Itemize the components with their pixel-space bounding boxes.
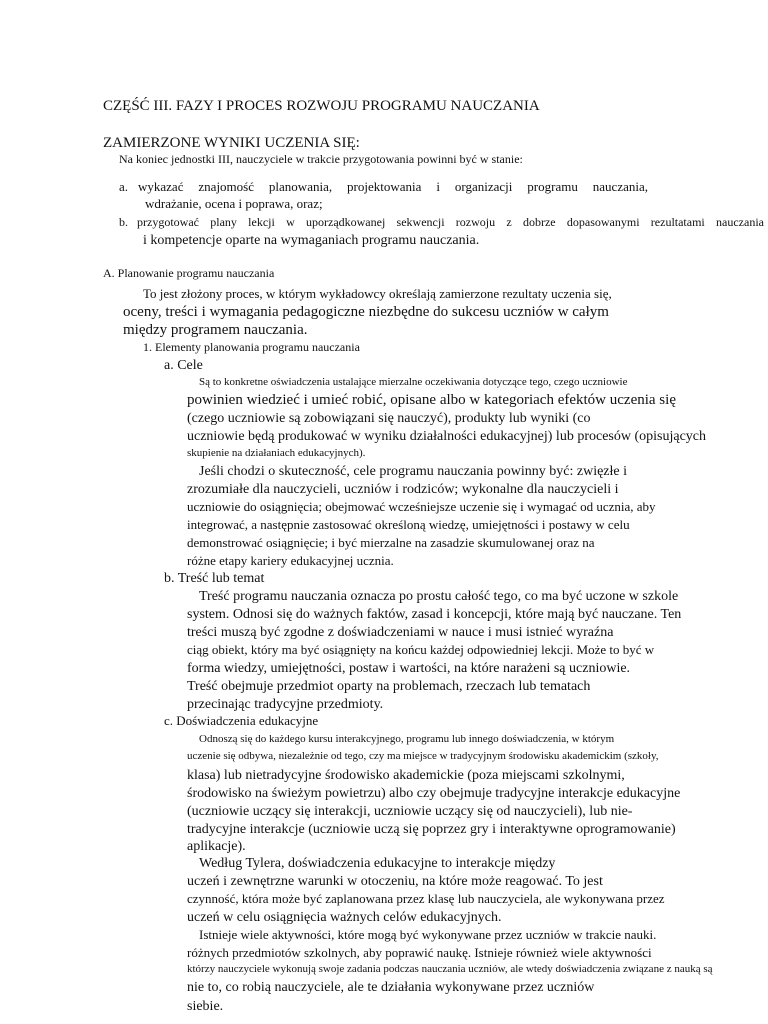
body-line: integrować, a następnie zastosować określoną wiedzę, umiejętności i postawy w celu [187, 517, 630, 532]
body-line: Treść programu nauczania oznacza po prostu całość tego, co ma być uczone w szkole [199, 589, 679, 604]
body-line: (czego uczniowie są zobowiązani się nauczyć), produkty lub wyniki (co [187, 411, 591, 426]
body-line: nie to, co robią nauczyciele, ale te działania wykonywane przez uczniów [187, 980, 595, 995]
body-line: ciąg obiekt, który ma być osiągnięty na końcu każdej odpowiedniej lekcji. Może to być w [187, 642, 655, 657]
body-line: Jeśli chodzi o skuteczność, cele programu nauczania powinny być: zwięzłe i [199, 464, 628, 479]
section-a-heading: A. Planowanie programu nauczania [103, 266, 275, 280]
body-line: Według Tylera, doświadczenia edukacyjne to interakcje między [199, 856, 556, 871]
subsection-heading: 1. Elementy planowania programu nauczania [143, 340, 360, 354]
outcomes-heading: ZAMIERZONE WYNIKI UCZENIA SIĘ: [103, 135, 360, 151]
outcome-a-line: wykazać znajomość planowania, projektowania i organizacji programu nauczania, [138, 179, 648, 194]
body-line: demonstrować osiągnięcie; i być mierzalne na zasadzie skumulowanej oraz na [187, 535, 595, 550]
cele-heading: a. Cele [164, 358, 203, 373]
body-line: Istnieje wiele aktywności, które mogą być wykonywane przez uczniów w trakcie nauki. [199, 927, 657, 942]
outcome-b-marker: b. [119, 215, 128, 229]
body-line: środowisko na świeżym powietrzu) albo czy obejmuje tradycyjne interakcje edukacyjne [187, 786, 681, 801]
body-line: przecinając tradycyjne przedmioty. [187, 697, 384, 712]
body-line: różne etapy kariery edukacyjnej ucznia. [187, 553, 394, 568]
body-line: treści muszą być zgodne z doświadczeniami w nauce i musi istnieć wyraźna [187, 625, 614, 640]
outcome-b-line: i kompetencje oparte na wymaganiach programu nauczania. [143, 233, 480, 248]
outcome-a-marker: a. [119, 179, 129, 194]
outcome-b-line: przygotować plany lekcji w uporządkowanej sekwencji rozwoju z dobrze dopasowanymi rezultatami nauczania [137, 215, 764, 229]
body-line: skupienie na działaniach edukacyjnych). [187, 447, 366, 459]
body-line: forma wiedzy, umiejętności, postaw i wartości, na które narażeni są uczniowie. [187, 661, 631, 676]
body-line: oceny, treści i wymagania pedagogiczne niezbędne do sukcesu uczniów w całym [123, 304, 609, 320]
outcomes-intro: Na koniec jednostki III, nauczyciele w trakcie przygotowania powinni być w stanie: [119, 152, 523, 166]
body-line: (uczniowie uczący się interakcji, uczniowie uczący się od nauczycieli), lub nie- [187, 804, 633, 819]
body-line: Odnoszą się do każdego kursu interakcyjnego, programu lub innego doświadczenia, w którym [199, 733, 615, 745]
body-line: Są to konkretne oświadczenia ustalające mierzalne oczekiwania dotyczące tego, czego uczniowie [199, 376, 628, 388]
body-line: To jest złożony proces, w którym wykładowcy określają zamierzone rezultaty uczenia się, [143, 286, 612, 301]
body-line: system. Odnosi się do ważnych faktów, zasad i koncepcji, które mają być nauczane. Ten [187, 607, 682, 622]
body-line: uczenie się odbywa, niezależnie od tego, czy ma miejsce w tradycyjnym środowisku akademickim (szkoły, [187, 750, 659, 762]
body-line: zrozumiałe dla nauczycieli, uczniów i rodziców; wykonalne dla nauczycieli i [187, 482, 619, 497]
outcome-a-line: wdrażanie, ocena i poprawa, oraz; [145, 196, 323, 211]
body-line: Treść obejmuje przedmiot oparty na problemach, rzeczach lub tematach [187, 679, 591, 694]
body-line: uczniowie do osiągnięcia; obejmować wcześniejsze uczenie się i wymagać od ucznia, aby [187, 499, 656, 514]
body-line: czynność, która może być zaplanowana przez klasę lub nauczyciela, ale wykonywana przez [187, 891, 665, 906]
body-line: klasa) lub nietradycyjne środowisko akademickie (poza miejscami szkolnymi, [187, 768, 625, 783]
tresc-heading: b. Treść lub temat [164, 571, 265, 586]
body-line: uczeń i zewnętrzne warunki w otoczeniu, na które może reagować. To jest [187, 874, 603, 889]
body-line: aplikacje). [187, 839, 246, 854]
body-line: różnych przedmiotów szkolnych, aby poprawić naukę. Istnieje również wiele aktywności [187, 945, 652, 960]
body-line: powinien wiedzieć i umieć robić, opisane albo w kategoriach efektów uczenia się [187, 392, 676, 408]
body-line: którzy nauczyciele wykonują swoje zadania podczas nauczania uczniów, ale wtedy doświadczenia związane z nauką są [187, 963, 713, 975]
page-title: CZĘŚĆ III. FAZY I PROCES ROZWOJU PROGRAMU NAUCZANIA [103, 98, 540, 114]
doswiadczenia-heading: c. Doświadczenia edukacyjne [164, 713, 319, 728]
body-line: między programem nauczania. [123, 322, 308, 338]
body-line: tradycyjne interakcje (uczniowie uczą się poprzez gry i interaktywne oprogramowanie) [187, 822, 676, 837]
body-line: uczniowie będą produkować w wyniku działalności edukacyjnej) lub procesów (opisujących [187, 429, 706, 444]
body-line: uczeń w celu osiągnięcia ważnych celów edukacyjnych. [187, 910, 502, 925]
body-line: siebie. [187, 999, 224, 1014]
